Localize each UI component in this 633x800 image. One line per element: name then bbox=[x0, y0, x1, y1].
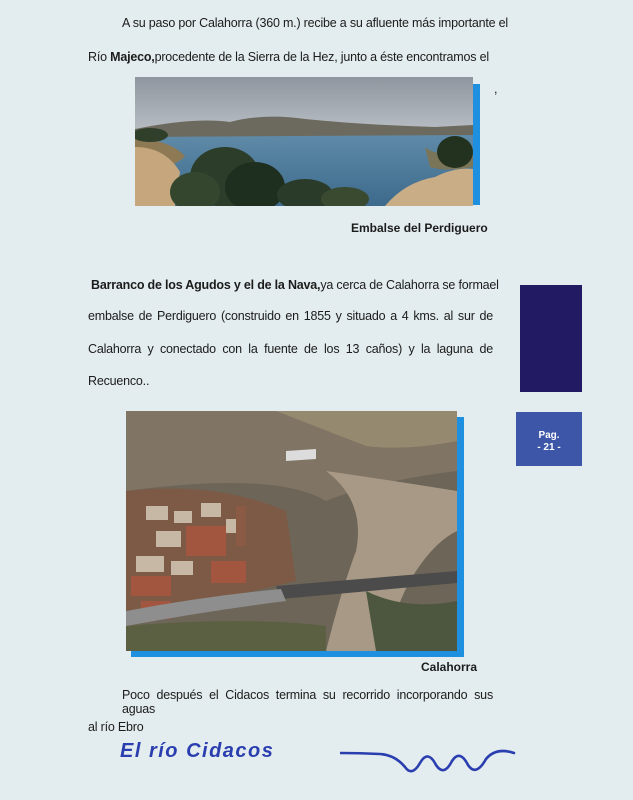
stray-comma: , bbox=[494, 82, 498, 96]
paragraph-1-line-1: A su paso por Calahorra (360 m.) recibe a su afluente más importante el bbox=[122, 16, 509, 30]
calahorra-aerial-photo bbox=[126, 411, 457, 651]
paragraph-2-line-2: embalse de Perdiguero (construido en 1855 y situado a 4 kms. al sur de bbox=[88, 309, 493, 323]
paragraph-2-line-3: Calahorra y conectado con la fuente de los 13 caños) y la laguna de bbox=[88, 342, 493, 356]
barranco-names: Barranco de los Agudos y el de la Nava, bbox=[91, 278, 321, 292]
aerial-image bbox=[126, 411, 457, 651]
page-label: Pag. bbox=[538, 430, 560, 441]
photo-caption-calahorra: Calahorra bbox=[421, 660, 478, 674]
reservoir-image bbox=[135, 77, 473, 206]
footer-title: El río Cidacos bbox=[120, 740, 275, 762]
text-segment: Río bbox=[88, 50, 111, 64]
paragraph-2-line-1 bbox=[91, 278, 499, 292]
paragraph-3-line-2: al río Ebro bbox=[88, 720, 144, 734]
river-name-majeco: Majeco, bbox=[110, 50, 155, 64]
paragraph-3-line-1: Poco después el Cidacos termina su recorrido incorporando sus aguas bbox=[122, 688, 493, 716]
page-number: - 21 - bbox=[537, 442, 561, 453]
photo-caption-reservoir: Embalse del Perdiguero bbox=[351, 221, 488, 235]
paragraph-2-line-4: Recuenco.. bbox=[88, 374, 150, 388]
wave-icon bbox=[340, 745, 520, 777]
text-segment: procedente de la Sierra de la Hez, junto a éste encontramos el bbox=[154, 50, 489, 64]
paragraph-1-line-2 bbox=[88, 50, 489, 64]
page-number-box bbox=[516, 412, 582, 466]
reservoir-photo bbox=[135, 77, 473, 206]
sidebar-accent-block bbox=[520, 285, 582, 392]
text-segment: ya cerca de Calahorra se formael bbox=[320, 278, 499, 292]
